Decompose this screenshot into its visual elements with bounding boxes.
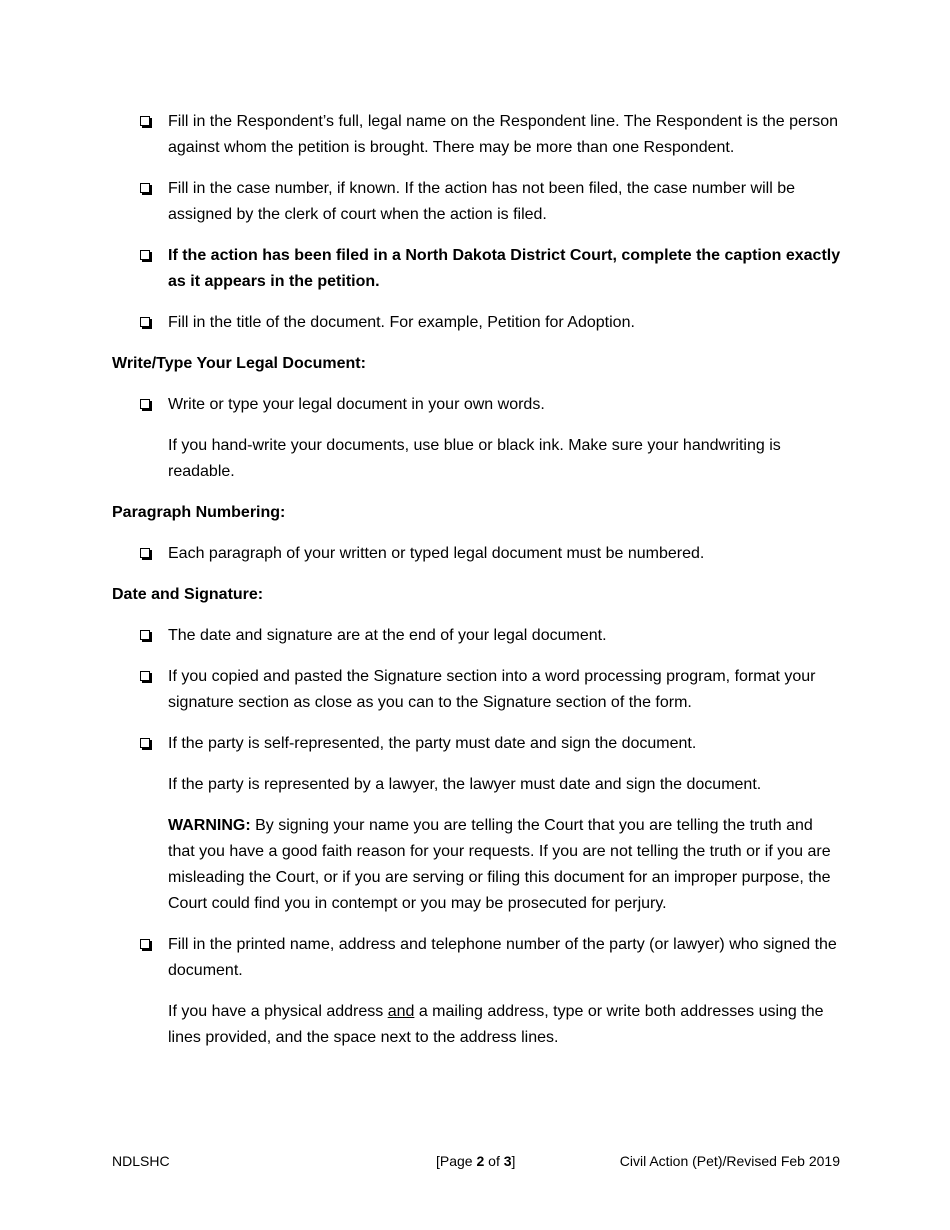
page-of: of (484, 1153, 504, 1169)
warning-label: WARNING: (168, 817, 251, 834)
footer-page-number (436, 1153, 515, 1169)
checklist-item (112, 731, 842, 757)
footer-form-id: Civil Action (Pet)/Revised Feb 2019 (619, 1153, 840, 1169)
page-total: 3 (503, 1153, 512, 1169)
page-open: [Page (436, 1153, 477, 1169)
checkbox-icon (140, 939, 150, 949)
page-close: ] (511, 1153, 516, 1169)
checklist-item-text: Write or type your legal document in your own words. (168, 396, 545, 413)
checklist-item (112, 664, 842, 716)
page-current: 2 (476, 1153, 485, 1169)
checkbox-icon (140, 317, 150, 327)
section-heading: Date and Signature: (112, 586, 264, 603)
checklist-item (112, 176, 842, 228)
checklist-item (112, 243, 842, 295)
checklist-item-text: Fill in the case number, if known. If the action has not been filed, the case number will be assigned by the clerk of court when the action is filed. (168, 180, 796, 223)
checklist-item-text: If the party is self-represented, the party must date and sign the document. (168, 735, 697, 752)
checklist-item (112, 310, 842, 336)
section-heading: Write/Type Your Legal Document: (112, 355, 366, 372)
page-content (112, 109, 842, 1066)
checklist-item (112, 392, 842, 418)
checkbox-icon (140, 399, 150, 409)
checklist-item (112, 109, 842, 161)
footer-org: NDLSHC (112, 1153, 170, 1169)
address-note (112, 999, 842, 1051)
checkbox-icon (140, 116, 150, 126)
checklist-item-text: If the action has been filed in a North Dakota District Court, complete the caption exactly as it appears in the petition. (168, 247, 841, 290)
warning-text: By signing your name you are telling the Court that you are telling the truth and that you have a good faith reason for your requests. If you are not telling the truth or if you are misleading the Court, or if you are serving or filing this document for an improper purpose, the Court could find you in contempt or you may be prosecuted for perjury. (168, 817, 831, 912)
note-paragraph: If you hand-write your documents, use blue or black ink. Make sure your handwriting is readable. (168, 437, 781, 480)
page-footer (112, 1153, 840, 1175)
checkbox-icon (140, 630, 150, 640)
checklist-item (112, 541, 842, 567)
checklist-item-text: Fill in the printed name, address and telephone number of the party (or lawyer) who signed the document. (168, 936, 837, 979)
checkbox-icon (140, 671, 150, 681)
address-note-end: a mailing address, type or write both addresses using the lines provided, and the space next to the address lines. (168, 1003, 824, 1046)
checkbox-icon (140, 250, 150, 260)
checkbox-icon (140, 183, 150, 193)
checklist-item-text: If you copied and pasted the Signature section into a word processing program, format your signature section as close as you can to the Signature section of the form. (168, 668, 816, 711)
note-paragraph: If the party is represented by a lawyer, the lawyer must date and sign the document. (168, 776, 762, 793)
checklist-item (112, 932, 842, 984)
checklist-item-text: Fill in the title of the document. For example, Petition for Adoption. (168, 314, 635, 331)
checklist-item-text: The date and signature are at the end of your legal document. (168, 627, 607, 644)
address-note-underlined: and (387, 1003, 415, 1020)
warning-paragraph (112, 813, 842, 917)
checkbox-icon (140, 548, 150, 558)
checklist-item-text: Fill in the Respondent’s full, legal name on the Respondent line. The Respondent is the person against whom the petition is brought. There may be more than one Respondent. (168, 113, 839, 156)
checklist-item-text: Each paragraph of your written or typed legal document must be numbered. (168, 545, 705, 562)
checklist-item (112, 623, 842, 649)
checkbox-icon (140, 738, 150, 748)
section-heading: Paragraph Numbering: (112, 504, 286, 521)
address-note-start: If you have a physical address (168, 1003, 388, 1020)
